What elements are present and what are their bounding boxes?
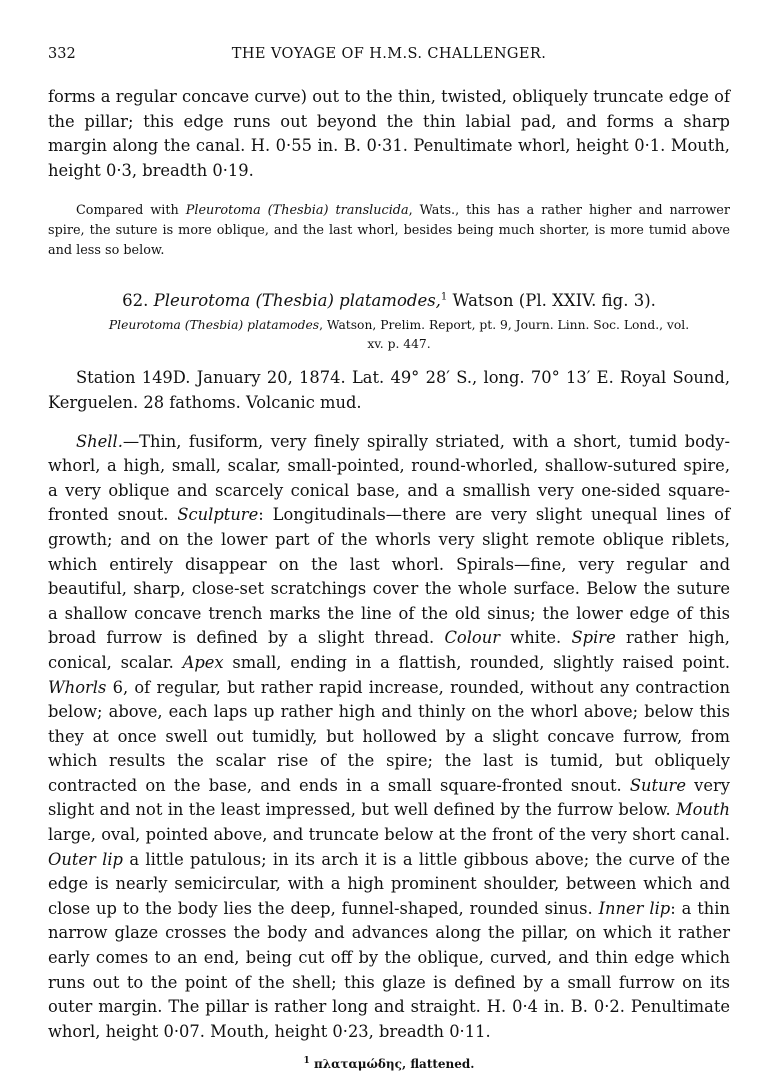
text-whorls: 6, of regular, but rather rapid increase, rounded, without any contraction below; above, each laps up rather high and thinly on the whorl above; below this they at once swell out tumidly, but hollowed by a slight concave furrow, from which results the scalar rise of the spire; the last is tumid, but obliquely contracted on the base, and ends in a small square-fronted snout. bbox=[48, 677, 730, 795]
label-whorls: Whorls bbox=[48, 677, 107, 697]
species-number: 62. bbox=[122, 291, 149, 311]
continued-paragraph: forms a regular concave curve) out to the thin, twisted, obliquely truncate edge of the pillar; this edge runs out beyond the thin labial pad, and forms a sharp margin along the canal. H. 0·55 in. B. 0·31. Penultimate whorl, height 0·1. Mouth, height 0·3, breadth 0·19. bbox=[48, 87, 730, 180]
footnote bbox=[48, 1056, 730, 1071]
footnote-number: 1 bbox=[303, 1056, 310, 1067]
label-sculpture: Sculpture bbox=[177, 505, 259, 525]
text-spire: rather high, conical, scalar. bbox=[48, 628, 730, 672]
label-inner-lip: Inner lip bbox=[598, 898, 671, 918]
label-colour: Colour bbox=[444, 628, 500, 648]
text-suture: very slight and not in the least impressed, but well defined by the furrow below. bbox=[48, 775, 730, 820]
text-shell: —Thin, fusiform, very finely spirally striated, with a short, tumid body-whorl, a high, small, scalar, small-pointed, round-whorled, shallow-sutured spire, a very oblique and scarcely conical base, and a smallish very one-sided square-fronted snout. bbox=[48, 431, 730, 525]
text-apex: small, ending in a flattish, rounded, slightly raised point. bbox=[223, 652, 731, 672]
species-author-plate: Watson (Pl. XXIV. fig. 3). bbox=[447, 291, 656, 311]
text-colour: white. bbox=[499, 628, 572, 648]
label-outer-lip: Outer lip bbox=[48, 849, 123, 869]
running-title: THE VOYAGE OF H.M.S. CHALLENGER. bbox=[231, 46, 547, 62]
species-reference bbox=[48, 316, 730, 354]
text-sculpture: : Longitudinals—there are very slight unequal lines of growth; and on the lower part of the whorls very slight remote oblique riblets, which entirely disappear on the last whorl. Spirals—fine, very regular and beautiful, sharp, close-set scratchings cover the whole surface. Below the suture a shallow concave trench marks the line of the old sinus; the lower edge of this broad furrow is defined by a slight thread. bbox=[48, 505, 730, 648]
note-text-rest: , Wats., this has a rather higher and narrower spire, the suture is more oblique, and the last whorl, besides being much shorter, is more tumid above and less so below. bbox=[48, 203, 730, 259]
reference-name: Pleurotoma (Thesbia) platamodes bbox=[108, 318, 320, 333]
footnote-mark: 1 bbox=[440, 291, 448, 303]
page-header bbox=[48, 46, 730, 68]
comparison-note bbox=[48, 201, 730, 261]
note-text: Compared with bbox=[76, 203, 186, 219]
label-spire: Spire bbox=[571, 628, 616, 648]
species-heading bbox=[48, 291, 730, 310]
shell-description bbox=[48, 430, 730, 1045]
label-suture: Suture bbox=[629, 775, 686, 795]
text-mouth: large, oval, pointed above, and truncate below at the front of the very short canal. bbox=[48, 825, 730, 845]
station-record: Station 149D. January 20, 1874. Lat. 49° 28′ S., long. 70° 13′ E. Royal Sound, Kerguelen. 28 fathoms. Volcanic mud. bbox=[48, 368, 730, 412]
reference-text: , Watson, Prelim. Report, pt. 9, Journ. Linn. Soc. Lond., vol. xv. p. 447. bbox=[319, 318, 690, 352]
footnote-text: πλαταμώδης, flattened. bbox=[309, 1057, 475, 1071]
page-number: 332 bbox=[48, 46, 76, 62]
label-shell: Shell. bbox=[76, 431, 123, 451]
label-mouth: Mouth bbox=[676, 800, 730, 820]
species-name: Pleurotoma (Thesbia) platamodes, bbox=[153, 291, 441, 311]
label-apex: Apex bbox=[182, 652, 224, 672]
text-inner-lip: : a thin narrow glaze crosses the body and advances along the pillar, on which it rather early comes to an end, being cut off by the oblique, curved, and thin edge which runs out to the point of the shell; this glaze is defined by a small furrow on its outer margin. The pillar is rather long and straight. H. 0·4 in. B. 0·2. Penultimate whorl, height 0·07. Mouth, height 0·23, breadth 0·11. bbox=[48, 898, 730, 1041]
text-outer-lip: a little patulous; in its arch it is a little gibbous above; the curve of the edge is nearly semicircular, with a high prominent shoulder, between which and close up to the body lies the deep, funnel-shaped, rounded sinus. bbox=[48, 849, 731, 918]
note-species: Pleurotoma (Thesbia) translucida bbox=[185, 203, 409, 219]
document-page bbox=[48, 46, 730, 1071]
